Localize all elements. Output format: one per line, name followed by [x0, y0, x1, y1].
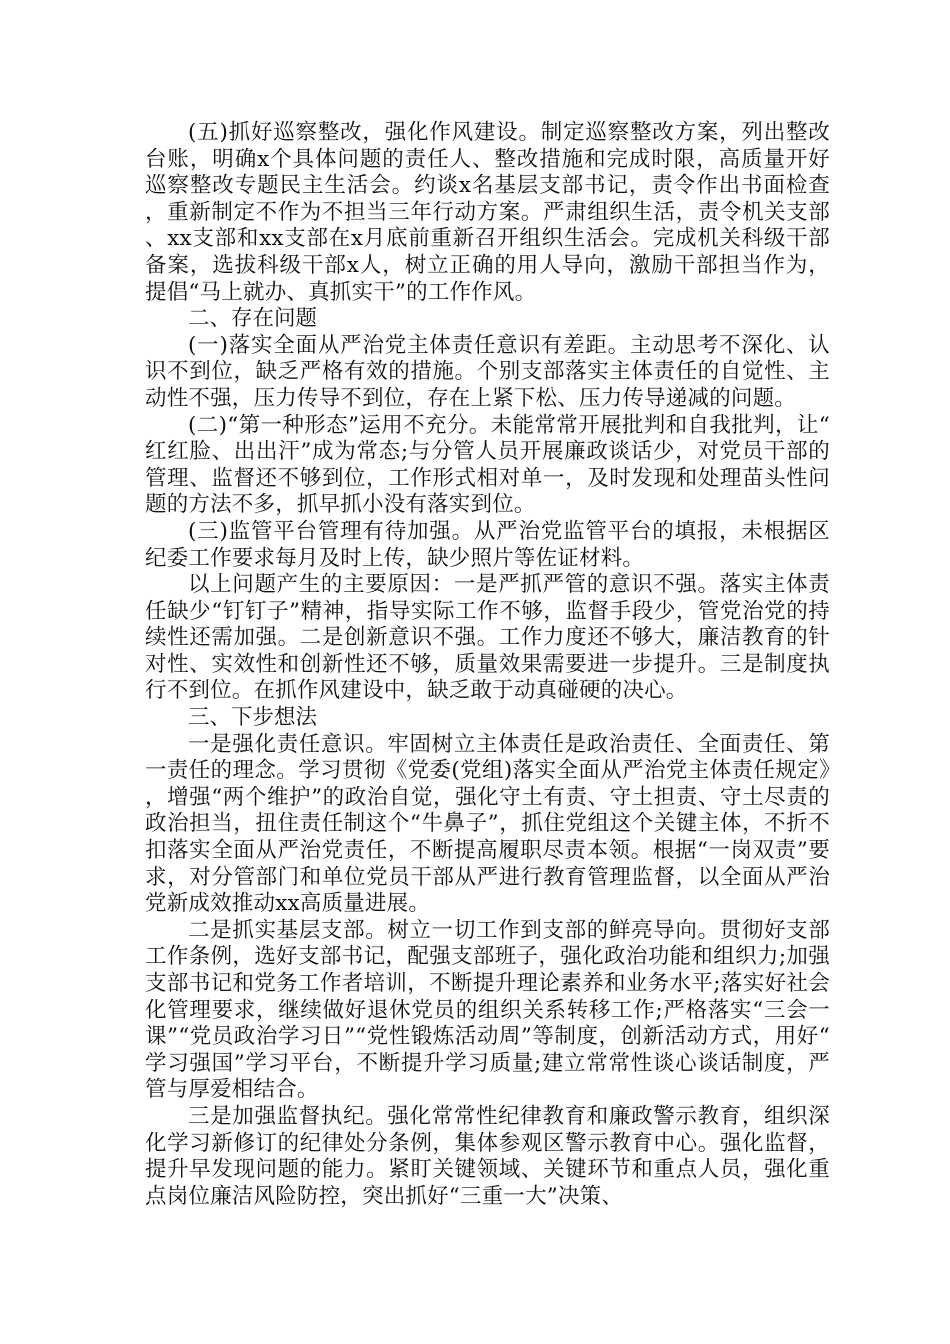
paragraph-next-step-1: 一是强化责任意识。牢固树立主体责任是政治责任、全面责任、第一责任的理念。学习贯彻《党委(党组)落实全面从严治党主体责任规定》，增强“两个维护”的政治自觉，强化守土有责、守土担责、守土尽责的政治担当，扭住责任制这个“牛鼻子”，抓住党组这个关键主体，不折不扣落实全面从严治党责任，不断提高履职尽责本领。根据“一岗双责”要求，对分管部门和单位党员干部从严进行教育管理监督，以全面从严治党新成效推动xx高质量进展。 — [145, 731, 830, 917]
paragraph-next-step-2: 二是抓实基层支部。树立一切工作到支部的鲜亮导向。贯彻好支部工作条例，选好支部书记，配强支部班子，强化政治功能和组织力;加强支部书记和党务工作者培训，不断提升理论素养和业务水平;落实好社会化管理要求，继续做好退休党员的组织关系转移工作;严格落实“三会一课”“党员政治学习日”“党性锻炼活动周”等制度，创新活动方式，用好“学习强国”学习平台，不断提升学习质量;建立常常性谈心谈话制度，严管与厚爱相结合。 — [145, 917, 830, 1103]
paragraph-next-step-3: 三是加强监督执纪。强化常常性纪律教育和廉政警示教育，组织深化学习新修订的纪律处分条例，集体参观区警示教育中心。强化监督，提升早发现问题的能力。紧盯关键领域、关键环节和重点人员，强化重点岗位廉洁风险防控，突出抓好“三重一大”决策、 — [145, 1103, 830, 1209]
paragraph-problem-2: (二)“第一种形态”运用不充分。未能常常开展批判和自我批判，让“红红脸、出出汗”成为常态;与分管人员开展廉政谈话少，对党员干部的管理、监督还不够到位，工作形式相对单一，及时发现和处理苗头性问题的方法不多，抓早抓小没有落实到位。 — [145, 412, 830, 518]
section-heading-problems: 二、存在问题 — [188, 306, 318, 332]
document-page — [145, 120, 830, 1210]
paragraph-inspection-rectification: (五)抓好巡察整改，强化作风建设。制定巡察整改方案，列出整改台账，明确x个具体问题的责任人、整改措施和完成时限，高质量开好巡察整改专题民主生活会。约谈x名基层支部书记，责令作出书面检查，重新制定不作为不担当三年行动方案。严肃组织生活，责令机关支部、xx支部和xx支部在x月底前重新召开组织生活会。完成机关科级干部备案，选拔科级干部x人，树立正确的用人导向，激励干部担当作为，提倡“马上就办、真抓实干”的工作作风。 — [145, 120, 830, 305]
paragraph-root-causes: 以上问题产生的主要原因：一是严抓严管的意识不强。落实主体责任缺少“钉钉子”精神，指导实际工作不够，监督手段少，管党治党的持续性还需加强。二是创新意识不强。工作力度还不够大，廉洁教育的针对性、实效性和创新性还不够，质量效果需要进一步提升。三是制度执行不到位。在抓作风建设中，缺乏敢于动真碰硬的决心。 — [145, 572, 830, 704]
section-heading-next-steps: 三、下步想法 — [188, 705, 318, 731]
paragraph-problem-3: (三)监管平台管理有待加强。从严治党监管平台的填报，未根据区纪委工作要求每月及时上传，缺少照片等佐证材料。 — [145, 518, 830, 571]
paragraph-problem-1: (一)落实全面从严治党主体责任意识有差距。主动思考不深化、认识不到位，缺乏严格有效的措施。个别支部落实主体责任的自觉性、主动性不强，压力传导不到位，存在上紧下松、压力传导递减的问题。 — [145, 332, 830, 411]
